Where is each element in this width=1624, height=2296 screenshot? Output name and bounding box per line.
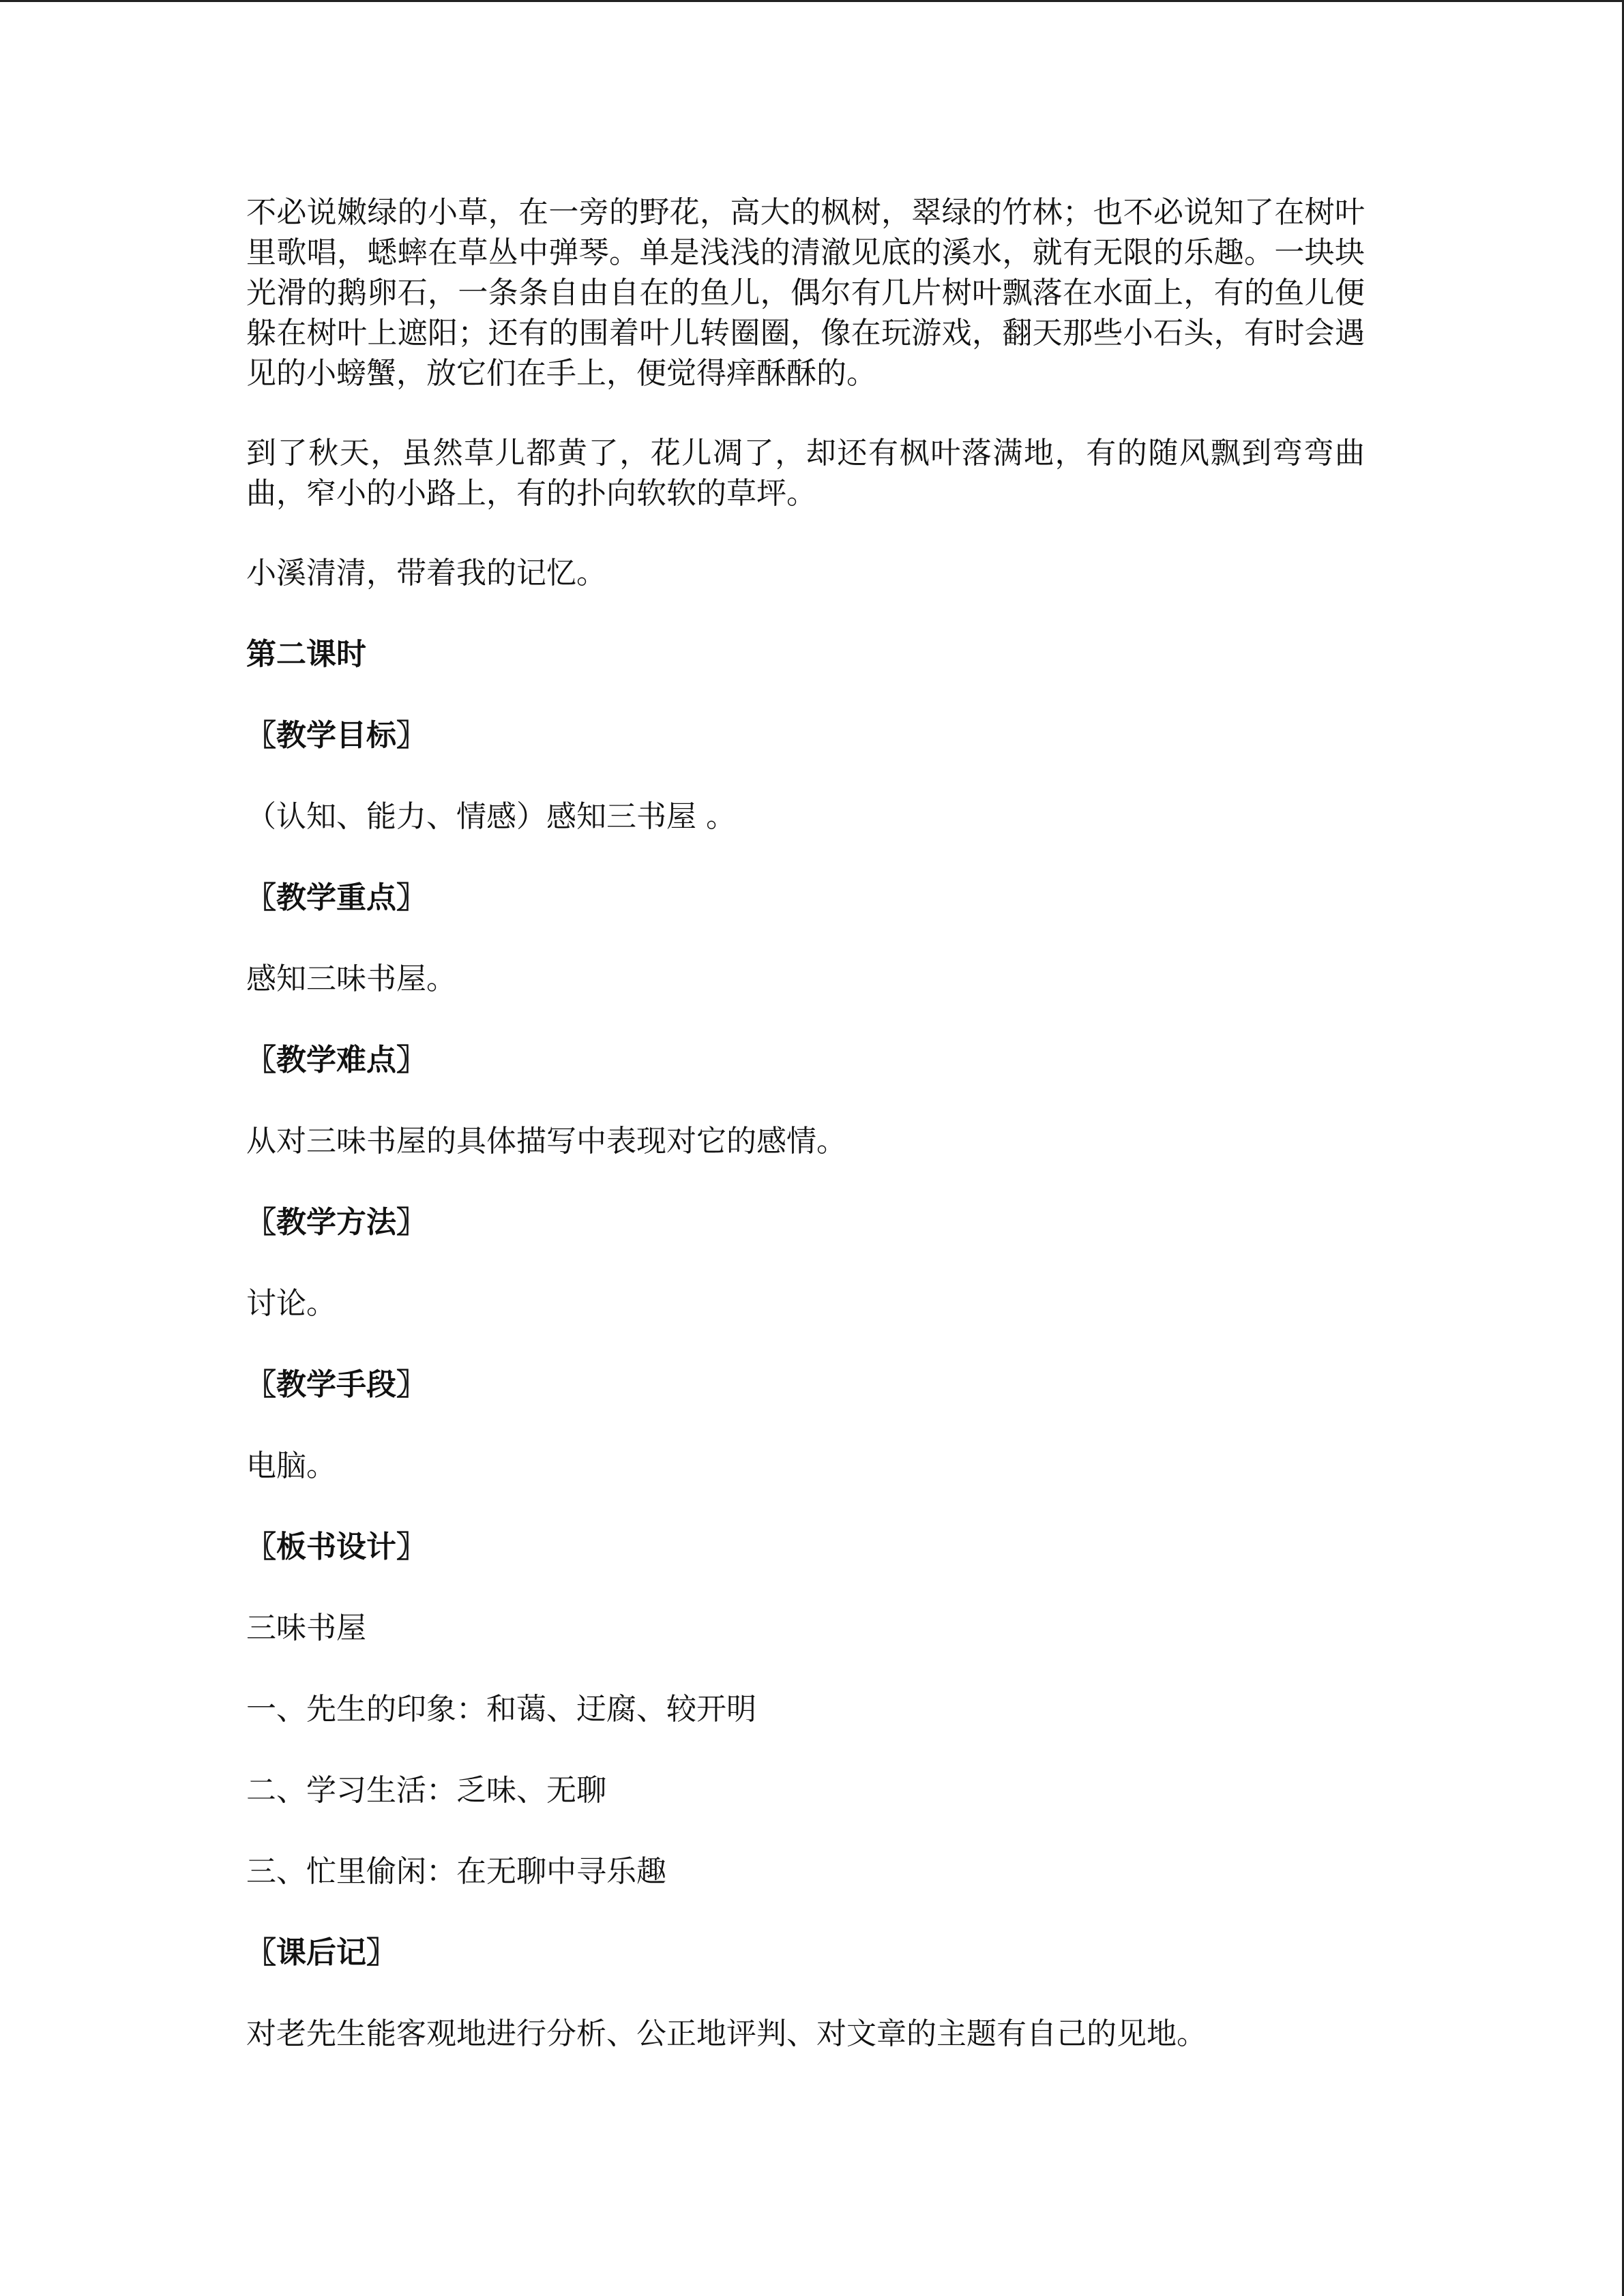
goal-heading: 〖教学目标〗 [246, 718, 426, 753]
paragraph-memory: 小溪清清，带着我的记忆。 [246, 556, 606, 591]
page-top-border [0, 0, 1624, 2]
method-heading: 〖教学方法〗 [246, 1205, 426, 1240]
difficulty-heading: 〖教学难点〗 [246, 1043, 426, 1077]
means-heading: 〖教学手段〗 [246, 1367, 426, 1402]
focus-heading: 〖教学重点〗 [246, 880, 426, 915]
board-title: 三味书屋 [246, 1611, 366, 1645]
goal-text: （认知、能力、情感）感知三书屋 。 [246, 799, 736, 834]
board-heading: 〖板书设计〗 [246, 1530, 426, 1564]
focus-text: 感知三味书屋。 [246, 961, 456, 996]
means-text: 电脑。 [246, 1448, 336, 1483]
notes-heading: 〖课后记〗 [246, 1935, 396, 1970]
paragraph-autumn: 到了秋天，虽然草儿都黄了，花儿凋了，却还有枫叶落满地，有的随风飘到弯弯曲曲，窄小的小路上，有的扑向软软的草坪。 [246, 436, 1365, 511]
paragraph-stream: 不必说嫩绿的小草，在一旁的野花，高大的枫树，翠绿的竹林；也不必说知了在树叶里歌唱，蟋蟀在草丛中弹琴。单是浅浅的清澈见底的溪水，就有无限的乐趣。一块块光滑的鹅卵石，一条条自由自在的鱼儿，偶尔有几片树叶飘落在水面上，有的鱼儿便躲在树叶上遮阳；还有的围着叶儿转圈圈，像在玩游戏，翻天那些小石头，有时会遇见的小螃蟹，放它们在手上，便觉得痒酥酥的。 [246, 195, 1365, 391]
document-body [246, 192, 1365, 2095]
lesson-title: 第二课时 [246, 637, 366, 672]
board-item: 三、忙里偷闲：在无聊中寻乐趣 [246, 1854, 666, 1889]
method-text: 讨论。 [246, 1286, 336, 1321]
board-item: 一、先生的印象：和蔼、迂腐、较开明 [246, 1692, 756, 1727]
board-item: 二、学习生活：乏味、无聊 [246, 1773, 606, 1808]
difficulty-text: 从对三味书屋的具体描写中表现对它的感情。 [246, 1124, 846, 1159]
notes-text: 对老先生能客观地进行分析、公正地评判、对文章的主题有自己的见地。 [246, 2016, 1207, 2051]
